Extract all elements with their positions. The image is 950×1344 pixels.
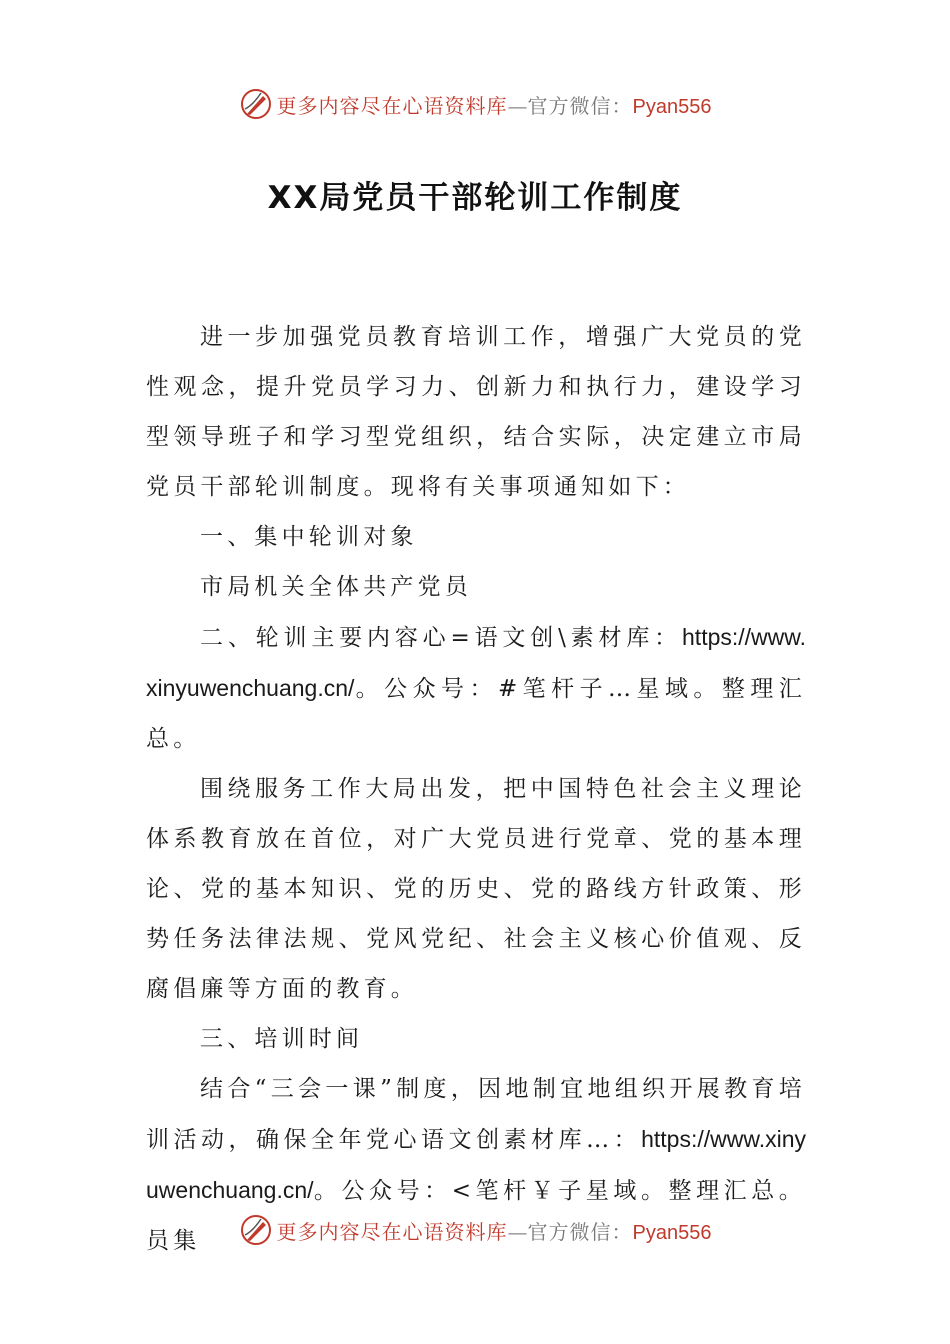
content-url: https://www.xinyuwenchuang.cn/	[146, 624, 806, 701]
time-suffix: 。公众号：<笔杆￥子星域。整理汇总。员集	[146, 1178, 806, 1254]
time-prefix: 结合“三会一课”制度，因地制宜地组织开展教育培训活动，确保全年党心语文创素材库…：	[146, 1076, 806, 1153]
banner-main-text: 更多内容尽在心语资料库	[276, 1219, 508, 1244]
heading-training-targets: 一、集中轮训对象	[200, 524, 418, 550]
paragraph-content: 围绕服务工作大局出发，把中国特色社会主义理论体系教育放在首位，对广大党员进行党章、党的基本理论、党的基本知识、党的历史、党的路线方针政策、形势任务法律法规、党风党纪、社会主义核心价值观、反腐倡廉等方面的教育。	[146, 776, 806, 1002]
banner-wechat-id: Pyan556	[632, 95, 712, 118]
banner-dash: —	[507, 93, 528, 118]
banner-text	[277, 90, 712, 119]
banner-main-text: 更多内容尽在心语资料库	[276, 93, 508, 118]
heading-training-content	[146, 612, 806, 764]
document-body	[146, 312, 806, 1266]
banner-wechat-label: 官方微信：	[527, 1219, 633, 1244]
quill-logo-icon	[239, 1213, 273, 1247]
banner-text	[277, 1216, 712, 1245]
banner-wechat-id: Pyan556	[632, 1221, 712, 1244]
footer-watermark-banner	[0, 1210, 950, 1250]
banner-wechat-label: 官方微信：	[527, 93, 633, 118]
paragraph-intro: 进一步加强党员教育培训工作，增强广大党员的党性观念，提升党员学习力、创新力和执行力，建设学习型领导班子和学习型党组织，结合实际，决定建立市局党员干部轮训制度。现将有关事项通知如下：	[146, 324, 806, 500]
banner-dash: —	[507, 1219, 528, 1244]
content-suffix: 。公众号：#笔杆子…星域。整理汇总。	[146, 676, 806, 752]
document-title: XX局党员干部轮训工作制度	[267, 180, 683, 216]
time-url: https://www.xinyuwenchuang.cn/	[146, 1126, 806, 1203]
paragraph-targets: 市局机关全体共产党员	[200, 574, 472, 600]
content-prefix: 二、轮训主要内容心=语文创\素材库：	[200, 625, 683, 651]
quill-logo-icon	[239, 87, 273, 121]
header-watermark-banner	[0, 84, 950, 124]
heading-training-time: 三、培训时间	[200, 1026, 364, 1052]
